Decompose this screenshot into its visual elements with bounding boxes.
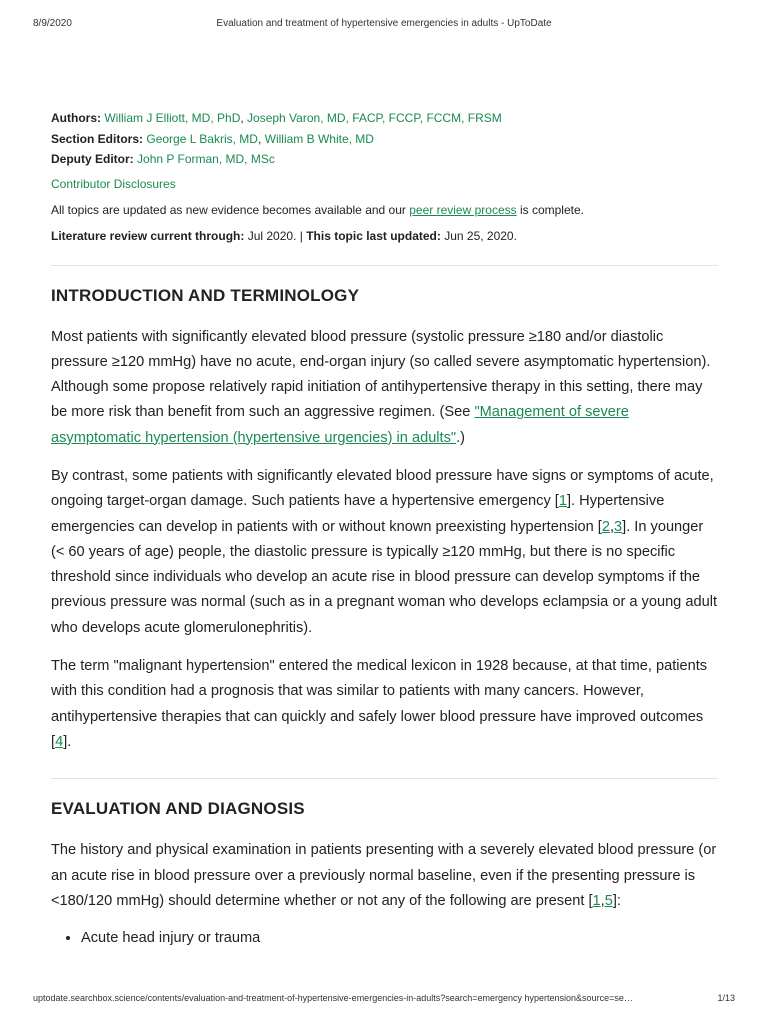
ref-separator: ,: [609, 518, 615, 535]
article-meta: [51, 108, 718, 170]
lit-value: Jul 2020. |: [244, 228, 307, 243]
reference-link[interactable]: 1: [592, 892, 601, 909]
print-date: 8/9/2020: [33, 18, 72, 29]
section-editor-link[interactable]: George L Bakris, MD: [146, 131, 258, 146]
intro-heading: INTRODUCTION AND TERMINOLOGY: [51, 285, 360, 305]
ref-separator: ,: [600, 892, 605, 909]
eval-p1-a: The history and physical examination in patients presenting with a severely elevated blood pressure (or an acute rise in blood pressure over a previously normal baseline, even if the presenting pressure is <180/120 mmHg) should determine whether or not any of the following are present [: [51, 842, 717, 909]
author-link[interactable]: Joseph Varon, MD, FACP, FCCP, FCCM, FRSM: [247, 111, 502, 125]
reference-link[interactable]: 2: [601, 518, 610, 535]
update-text: All topics are updated as new evidence becomes available and our: [51, 202, 410, 217]
eval-bullet-list: [51, 926, 718, 951]
intro-paragraph-3: [51, 654, 718, 755]
intro-p2-a: By contrast, some patients with significantly elevated blood pressure have signs or symptoms of acute, ongoing target-organ damage. Such patients have a hypertensive emergency [: [51, 467, 714, 510]
deputy-editor-link[interactable]: John P Forman, MD, MSc: [137, 152, 275, 166]
deputy-editor-label: Deputy Editor:: [51, 152, 134, 166]
intro-p1-text: Most patients with significantly elevated blood pressure (systolic pressure ≥180 and/or diastolic pressure ≥120 mmHg) have no acute, end-organ injury (so called severe asymptomatic hypertension). Although some propose relatively rapid initiation of antihypertensive therapy in this setting, there may be more risk than benefit from such an aggressive regimen. (See: [51, 328, 711, 421]
print-title: Evaluation and treatment of hypertensive emergencies in adults - UpToDate: [216, 18, 552, 29]
literature-review-line: [51, 229, 718, 243]
intro-p1-end: .): [456, 429, 466, 446]
reference-link[interactable]: 4: [55, 733, 64, 750]
intro-p2-c: ]. In younger (< 60 years of age) people, the diastolic pressure is typically ≥120 mmHg, but there is no specific threshold since individuals who develop an acute rise in blood pressure can develop symptoms if the previous pressure was normal (such as in a pregnant woman who develops eclampsia or a young adult who develops acute glomerulonephritis).: [51, 518, 717, 636]
contributor-disclosures-row: [51, 177, 718, 191]
peer-review-link[interactable]: peer review process: [409, 202, 517, 217]
updated-label: This topic last updated:: [306, 228, 441, 243]
author-link[interactable]: William J Elliott, MD, PhD: [104, 111, 241, 125]
section-editor-link[interactable]: William B White, MD: [264, 131, 374, 146]
reference-link[interactable]: 1: [558, 493, 567, 510]
intro-p2-b: ]. Hypertensive emergencies can develop in patients with or without known preexisting hypertension [: [51, 493, 665, 535]
deputy-editor-line: [51, 149, 718, 170]
section-divider: [51, 265, 718, 266]
section-editors-line: Section Editors: George L Bakris, MD, William B White, MD: [51, 131, 374, 146]
reference-link[interactable]: 3: [614, 518, 623, 535]
update-notice: [51, 203, 718, 217]
authors-line: Authors: William J Elliott, MD, PhD, Joseph Varon, MD, FACP, FCCP, FCCM, FRSM: [51, 111, 502, 125]
article-content: [51, 108, 718, 951]
updated-value: Jun 25, 2020.: [440, 228, 517, 243]
lit-label: Literature review current through:: [51, 228, 245, 243]
intro-paragraph-2: [51, 464, 718, 641]
page-number: 1/13: [717, 993, 735, 1003]
intro-paragraph-1: [51, 325, 718, 451]
print-footer: [0, 993, 768, 1007]
print-url: uptodate.searchbox.science/contents/evaluation-and-treatment-of-hypertensive-emergencies-in-adults?search=emergency hypertension&source=se…: [33, 993, 633, 1003]
print-header: [0, 18, 768, 32]
intro-p3-a: The term "malignant hypertension" entered the medical lexicon in 1928 because, at that time, patients with this condition had a prognosis that was similar to patients with many cancers. However, antihypertensive therapies that can quickly and safely lower blood pressure have improved outcomes [: [51, 658, 708, 750]
reference-link[interactable]: 5: [604, 892, 613, 909]
eval-p1-b: ]:: [612, 892, 621, 909]
list-item: • Acute head injury or trauma: [81, 926, 718, 951]
contributor-disclosures-link[interactable]: Contributor Disclosures: [51, 176, 176, 191]
eval-paragraph-1: [51, 838, 718, 914]
update-text-end: is complete.: [516, 202, 584, 217]
section-divider: [51, 778, 718, 779]
related-topic-link[interactable]: "Management of severe asymptomatic hypertension (hypertensive urgencies) in adults": [51, 404, 629, 446]
eval-heading: EVALUATION AND DIAGNOSIS: [51, 799, 305, 819]
authors-label: Authors:: [51, 111, 101, 125]
section-editors-label: Section Editors:: [51, 131, 144, 146]
intro-p3-b: ].: [63, 733, 72, 750]
